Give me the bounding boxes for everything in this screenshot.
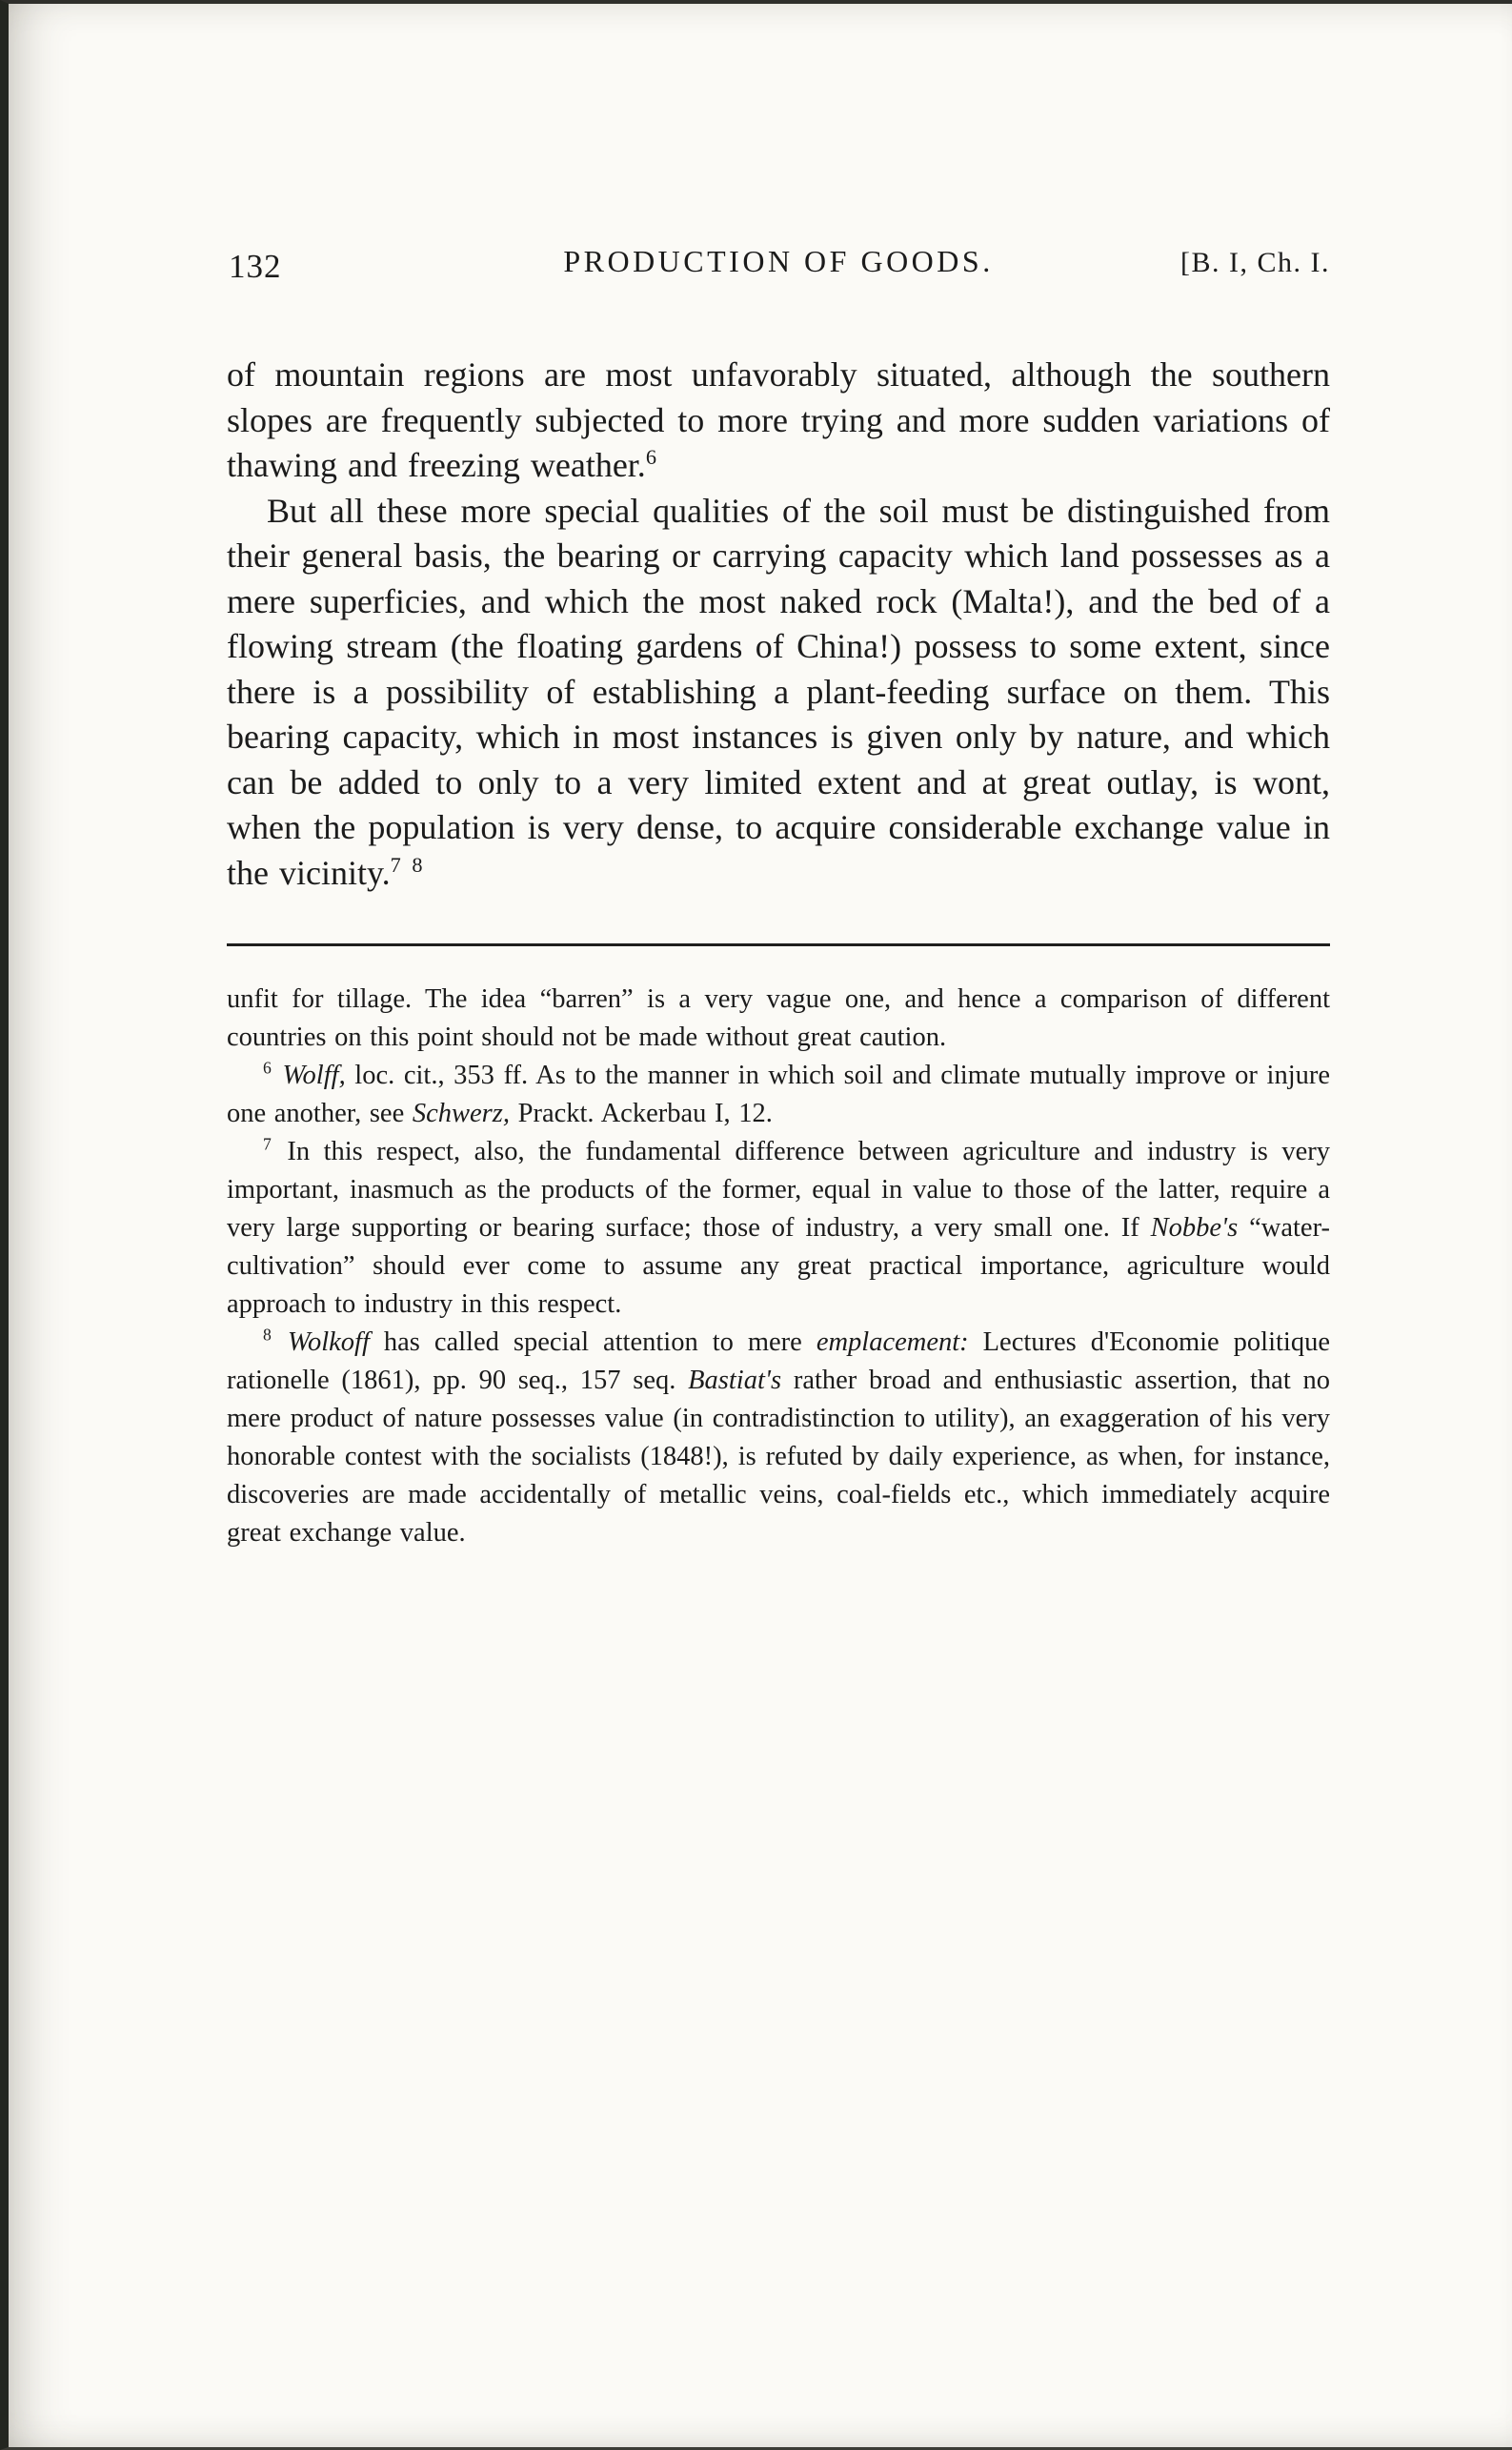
italic-text: emplacement: [816, 1327, 969, 1357]
body-paragraph-continuation [227, 353, 1330, 489]
footnote-divider [227, 943, 1330, 946]
text-run [273, 1061, 283, 1090]
text-run: Lectures d'Economie politique rationelle (1861), pp. 90 seq., 157 seq. [227, 1327, 1330, 1395]
text-run: has called special attention to mere [369, 1327, 816, 1357]
footnote-7 [227, 1133, 1330, 1324]
page-header [227, 244, 1330, 292]
text-run: of mountain regions are most unfavorably situated, although the southern slopes are frequently subjected to more trying and more sudden variations of thawing and freezing weather. [227, 355, 1330, 484]
footnote-8 [227, 1324, 1330, 1552]
italic-text: Bastiat's [688, 1366, 782, 1395]
italic-text: Wolkoff [287, 1327, 370, 1357]
text-run: Prackt. Ackerbau I, 12. [509, 1099, 773, 1128]
italic-text: Wolff, [282, 1061, 346, 1090]
body-paragraph [227, 489, 1330, 897]
footnote-6 [227, 1057, 1330, 1133]
footnote-marker: 7 [263, 1134, 273, 1154]
page-number: 132 [229, 248, 282, 285]
footnote-marker: 6 [263, 1058, 273, 1078]
footnote-marker: 7 8 [390, 852, 425, 877]
footnote-continuation [227, 981, 1330, 1057]
chapter-reference: [B. I, Ch. I. [1180, 247, 1330, 278]
text-run: unfit for tillage. The idea “barren” is a very vague one, and hence a comparison of different countries on this point should not be made without great caution. [227, 984, 1330, 1052]
footnotes [227, 981, 1330, 1552]
footnote-marker: 6 [645, 445, 658, 469]
italic-text: Schwerz, [412, 1099, 510, 1128]
text-run: rather broad and enthusiastic assertion, that no mere product of nature possesses value (in contradistinction to utility), an exaggeration of his very honorable contest with the socialists (1848!), is refuted by daily experience, as when, for instance, discoveries are made accidentally of metallic veins, coal-fields etc., which immediately acquire great exchange value. [227, 1366, 1330, 1548]
text-run: “water-cultivation” should ever come to assume any great practical importance, agriculture would approach to industry in this respect. [227, 1213, 1330, 1319]
body-text [227, 353, 1330, 896]
italic-text: Nobbe's [1150, 1213, 1239, 1243]
page-content [227, 244, 1330, 1552]
running-title: PRODUCTION OF GOODS. [563, 244, 994, 278]
text-run: loc. cit., 353 ff. As to the manner in which soil and climate mutually improve or injure one another, see [227, 1061, 1330, 1128]
text-run: In this respect, also, the fundamental difference between agriculture and industry is very important, inasmuch as the products of the former, equal in value to those of the latter, require a very large supporting or bearing surface; those of industry, a very small one. If [227, 1137, 1330, 1243]
text-run [273, 1327, 288, 1357]
footnote-marker: 8 [263, 1325, 273, 1345]
text-run: But all these more special qualities of the soil must be distinguished from their general basis, the bearing or carrying capacity which land possesses as a mere superficies, and which the most naked rock (Malta!), and the bed of a flowing stream (the floating gardens of China!) possess to some extent, since there is a possibility of establishing a plant-feeding surface on them. This bearing capacity, which in most instances is given only by nature, and which can be added to only to a very limited extent and at great outlay, is wont, when the population is very dense, to acquire considerable exchange value in the vicinity. [227, 491, 1330, 892]
